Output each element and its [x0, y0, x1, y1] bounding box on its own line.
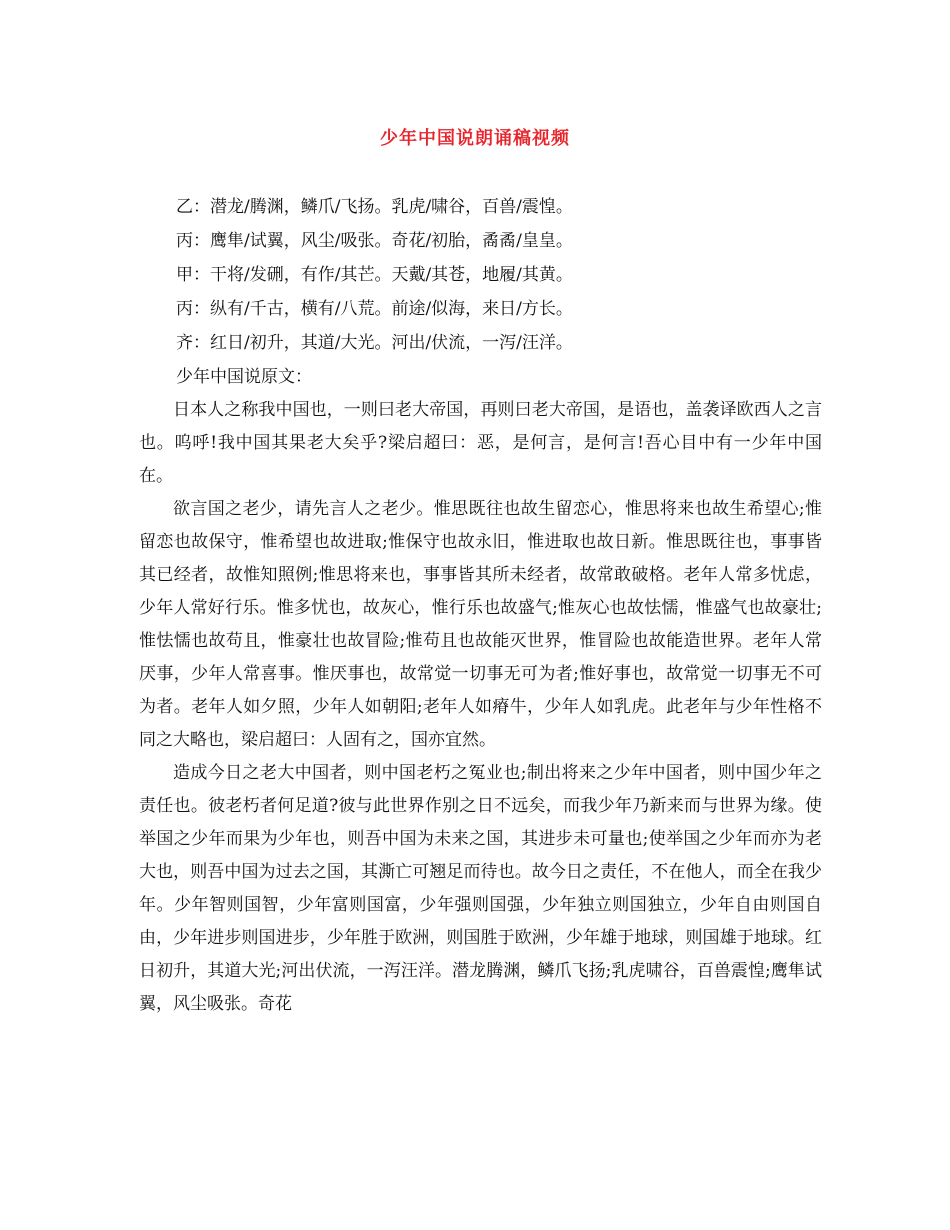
paragraph: 欲言国之老少，请先言人之老少。惟思既往也故生留恋心，惟思将来也故生希望心;惟留恋也故保守，惟希望也故进取;惟保守也故永旧，惟进取也故日新。惟思既往也，事事皆其已经者，故惟知照例;惟思将来也，事事皆其所未经者，故常敢破格。老年人常多忧虑，少年人常好行乐。惟多忧也，故灰心，惟行乐也故盛气;惟灰心也故怯懦，惟盛气也故豪壮;惟怯懦也故苟且，惟豪壮也故冒险;惟苟且也故能灭世界，惟冒险也故能造世界。老年人常厌事，少年人常喜事。惟厌事也，故常觉一切事无可为者;惟好事也，故常觉一切事无不可为者。老年人如夕照，少年人如朝阳;老年人如瘠牛，少年人如乳虎。此老年与少年性格不同之大略也，梁启超曰：人固有之，国亦宜然。 — [139, 499, 822, 750]
paragraph: 日本人之称我中国也，一则曰老大帝国，再则曰老大帝国，是语也，盖袭译欧西人之言也。呜呼!我中国其果老大矣乎?梁启超曰：恶，是何言，是何言!吾心目中有一少年中国在。 — [139, 400, 822, 486]
document-title: 少年中国说朗诵稿视频 — [380, 128, 570, 149]
recitation-dialog — [176, 190, 816, 394]
original-text-heading: 少年中国说原文： — [176, 367, 312, 387]
dialog-line: 乙：潜龙/腾渊，鳞爪/飞扬。乳虎/啸谷，百兽/震惶。 — [176, 197, 573, 217]
dialog-line: 丙：鹰隼/试翼，风尘/吸张。奇花/初胎，矞矞/皇皇。 — [176, 231, 573, 251]
dialog-line: 甲：干将/发硎，有作/其芒。天戴/其苍，地履/其黄。 — [176, 265, 573, 285]
original-text-body — [139, 394, 822, 1021]
paragraph: 造成今日之老大中国者，则中国老朽之冤业也;制出将来之少年中国者，则中国少年之责任也。彼老朽者何足道?彼与此世界作别之日不远矣，而我少年乃新来而与世界为缘。使举国之少年而果为少年也，则吾中国为未来之国，其进步未可量也;使举国之少年而亦为老大也，则吾中国为过去之国，其澌亡可翘足而待也。故今日之责任，不在他人，而全在我少年。少年智则国智，少年富则国富，少年强则国强，少年独立则国独立，少年自由则国自由，少年进步则国进步，少年胜于欧洲，则国胜于欧洲，少年雄于地球，则国雄于地球。红日初升，其道大光;河出伏流，一泻汪洋。潜龙腾渊，鳞爪飞扬;乳虎啸谷，百兽震惶;鹰隼试翼，风尘吸张。奇花 — [139, 763, 822, 1014]
dialog-line: 丙：纵有/千古，横有/八荒。前途/似海，来日/方长。 — [176, 299, 573, 319]
dialog-line: 齐：红日/初升，其道/大光。河出/伏流，一泻/汪洋。 — [176, 333, 573, 353]
